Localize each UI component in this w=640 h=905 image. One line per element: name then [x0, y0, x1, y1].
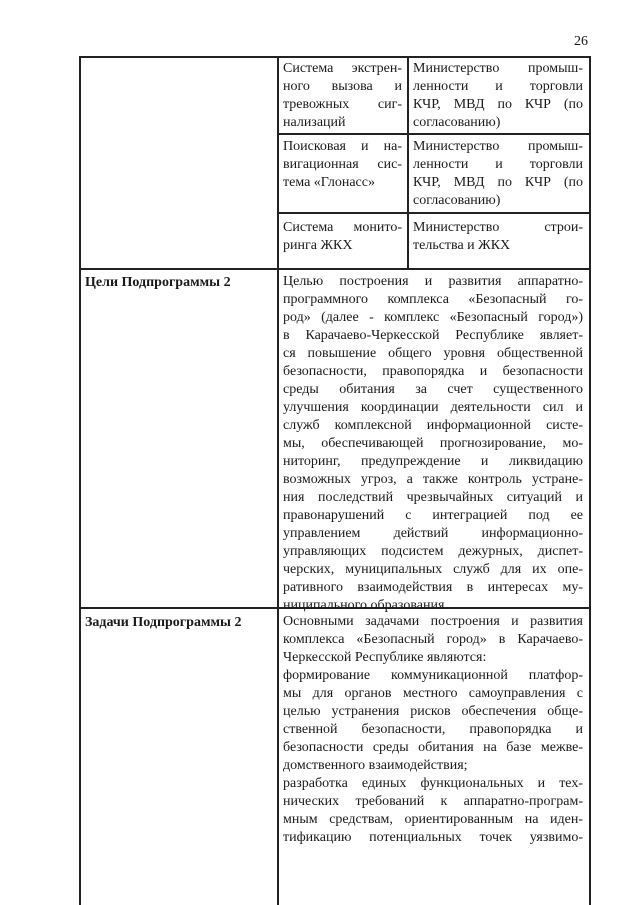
- text-line: ринга ЖКХ: [283, 238, 353, 253]
- text-line: Министерство промыш-: [413, 139, 583, 154]
- text-line: ленности и торговли: [413, 79, 583, 94]
- text-line: домственного взаимодействия;: [283, 758, 468, 773]
- text-line: мы, обеспечивающей прогнозирование, мо-: [283, 436, 583, 451]
- text-line: управлением действий информационно-: [283, 526, 583, 541]
- text-line: Целью построения и развития аппаратно-: [283, 274, 583, 289]
- text-line: мным средствам, ориентированным на иден-: [283, 812, 583, 827]
- text-line: Черкесской Республике являются:: [283, 650, 487, 665]
- text-line: ся повышение общего уровня общественной: [283, 346, 583, 361]
- text-line: ниципального образования: [283, 598, 445, 613]
- text-line: среды обитания за счет существенного: [283, 382, 583, 397]
- text-line: Министерство строи-: [413, 220, 583, 235]
- text-line: КЧР, МВД по КЧР (по: [413, 175, 583, 190]
- text-line: тельства и ЖКХ: [413, 238, 511, 253]
- text-line: правонарушений с интеграцией под ее: [283, 508, 583, 523]
- tasks-label: Задачи Подпрограммы 2: [85, 615, 242, 630]
- text-line: Система экстрен-: [283, 61, 402, 76]
- text-line: служб комплексной информационной систе-: [283, 418, 583, 433]
- text-line: целью устранения рисков обеспечения обще-: [283, 704, 583, 719]
- text-line: Основными задачами построения и развития: [283, 614, 583, 629]
- system-name-cell: [283, 60, 402, 132]
- text-line: ния последствий чрезвычайных ситуаций и: [283, 490, 583, 505]
- text-line: ленности и торговли: [413, 157, 583, 172]
- text-line: ственной безопасности, правопорядка и: [283, 722, 583, 737]
- text-line: управляющих подсистем дежурных, диспет-: [283, 544, 583, 559]
- text-line: программного комплекса «Безопасный го-: [283, 292, 583, 307]
- system-org-cell: [413, 60, 583, 132]
- text-line: согласованию): [413, 115, 501, 130]
- text-line: КЧР, МВД по КЧР (по: [413, 97, 583, 112]
- text-line: ративного взаимодействия в интересах му-: [283, 580, 583, 595]
- text-line: Министерство промыш-: [413, 61, 583, 76]
- text-line: тификацию потенциальных точек уязвимо-: [283, 830, 583, 845]
- text-line: разработка единых функциональных и тех-: [283, 776, 583, 791]
- text-line: нализаций: [283, 115, 346, 130]
- text-line: нических требований к аппаратно-програм-: [283, 794, 583, 809]
- system-name-cell: [283, 219, 402, 255]
- text-line: вигационная сис-: [283, 157, 402, 172]
- text-line: ниторинг, предупреждение и ликвидацию: [283, 454, 583, 469]
- text-line: возможных угроз, а также контроль устране-: [283, 472, 583, 487]
- goals-label: Цели Подпрограммы 2: [85, 275, 231, 290]
- text-line: Поисковая и на-: [283, 139, 402, 154]
- text-line: согласованию): [413, 193, 501, 208]
- text-line: комплекса «Безопасный город» в Карачаево-: [283, 632, 583, 647]
- text-line: в Карачаево-Черкесской Республике являет-: [283, 328, 583, 343]
- text-line: улучшения координации деятельности сил и: [283, 400, 583, 415]
- system-org-cell: [413, 138, 583, 210]
- text-line: тревожных сиг-: [283, 97, 402, 112]
- system-org-cell: [413, 219, 583, 255]
- tasks-text: [283, 613, 583, 847]
- goals-text: [283, 273, 583, 615]
- system-name-cell: [283, 138, 402, 192]
- text-line: формирование коммуникационной платфор-: [283, 668, 583, 683]
- page-number: 26: [574, 34, 588, 49]
- text-line: ного вызова и: [283, 79, 402, 94]
- text-line: черских, муниципальных служб для их опе-: [283, 562, 583, 577]
- text-line: Система монито-: [283, 220, 402, 235]
- text-line: безопасности, правопорядка и безопасности: [283, 364, 583, 379]
- text-line: тема «Глонасс»: [283, 175, 375, 190]
- text-line: род» (далее - комплекс «Безопасный город»): [283, 310, 583, 325]
- text-line: мы для органов местного самоуправления с: [283, 686, 583, 701]
- text-line: безопасности среды обитания на базе межве-: [283, 740, 583, 755]
